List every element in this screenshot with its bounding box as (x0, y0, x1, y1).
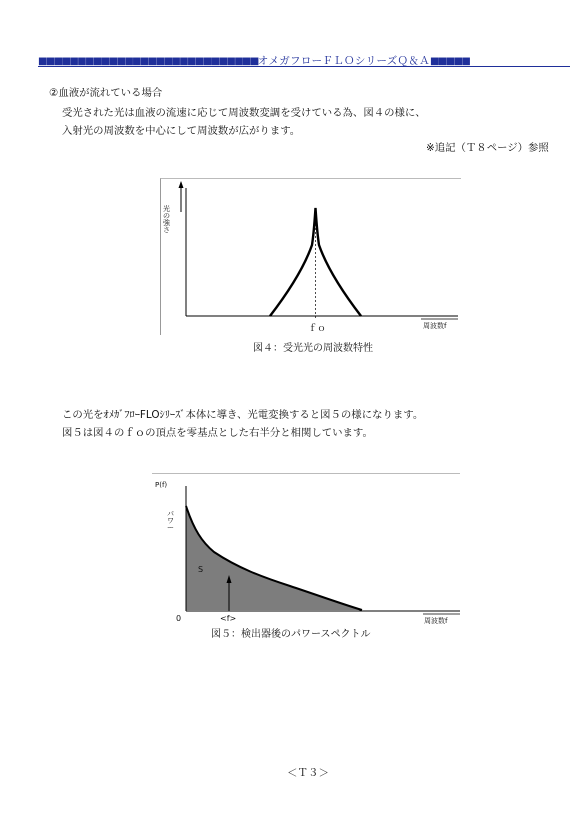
header-title: オメガフローＦＬＯシリーズＱ＆Ａ (257, 55, 430, 67)
reference-note: ※追記（Ｔ８ページ）参照 (426, 142, 549, 154)
figure-5-area-fill (186, 506, 362, 610)
figure-4-ylabel: 光の強さ (163, 205, 170, 234)
figure-5-area-label: S (198, 565, 204, 574)
figure-5-y-axis-label: P(f) (155, 481, 168, 489)
page-number: ＜Ｔ３＞ (287, 767, 329, 779)
figure-4-peak-label: ｆｏ (308, 324, 327, 334)
paragraph-2-line-1: この光をｵﾒｶﾞﾌﾛｰFLOｼﾘｰｽﾞ本体に導き、光電変換すると図５の様になります。 (62, 409, 424, 421)
paragraph-1-line-2: 入射光の周波数を中心にして周波数が広がります。 (62, 125, 301, 137)
figure-5-mean-label: <f> (220, 614, 237, 623)
paragraph-1-line-1: 受光された光は血液の流速に応じて周波数変調を受けている為、図４の様に、 (62, 107, 426, 119)
header-squares-left: ■■■■■■■■■■■■■■■■■■■■■■■■■■■■ (38, 56, 258, 67)
figure-4-caption: 図４：受光光の周波数特性 (253, 343, 373, 354)
figure-5-power-label: パワー (167, 510, 174, 532)
figure-4-xlabel: 周波数f (423, 322, 447, 330)
paragraph-2-line-2: 図５は図４のｆｏの頂点を零基点とした右半分と相関しています。 (62, 427, 373, 439)
section-heading: ②血液が流れている場合 (49, 87, 163, 99)
header-squares-right: ■■■■■ (429, 56, 470, 67)
figure-5-xlabel: 周波数f (424, 617, 448, 625)
figure-5-origin-label: 0 (176, 614, 182, 623)
figure-5-caption: 図５：検出器後のパワースペクトル (211, 629, 371, 640)
